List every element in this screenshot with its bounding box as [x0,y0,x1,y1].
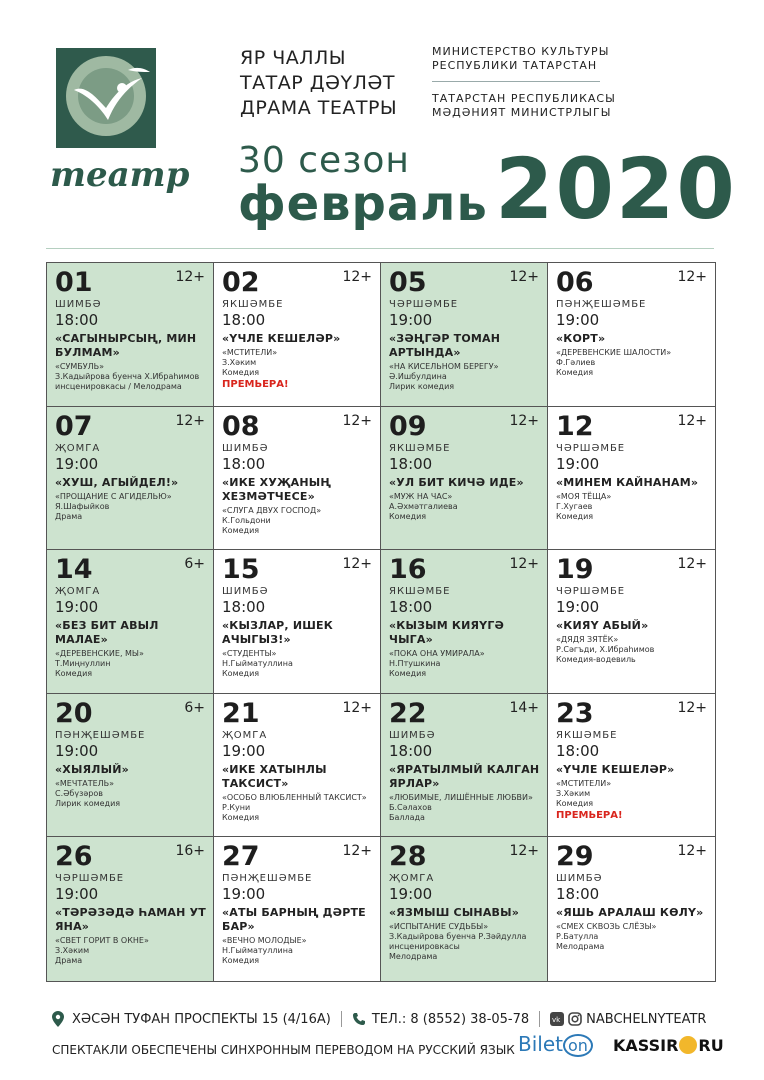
weekday: ЯКШӘМБЕ [556,729,618,741]
age-rating: 12+ [175,412,205,429]
age-rating: 12+ [509,269,539,285]
event-cell[interactable] [47,407,214,551]
event-author: Р.Батулла [556,932,599,942]
event-time: 19:00 [55,454,99,473]
event-cell[interactable] [548,550,715,694]
event-author: Н.Гыйматуллина [222,946,293,956]
event-author: Р.Сәгъди, Х.Ибраһимов [556,645,655,655]
event-author: З.Хәким [556,788,591,798]
kassir-right-text: RU [698,1036,724,1055]
phone-text: ТЕЛ.: 8 (8552) 38-05-78 [371,1011,530,1027]
ministry-ru-line: МИНИСТЕРСТВО КУЛЬТУРЫ [432,45,610,58]
weekday: ШИМБӘ [556,873,603,885]
event-author: З.Хәким [222,358,257,367]
weekday: ҖОМГА [222,729,268,741]
event-title-ru: «ПРОЩАНИЕ С АГИДЕЛЬЮ» [55,491,172,501]
event-date: 16 [389,554,427,586]
weekday: ЧӘРШӘМБЕ [556,442,626,454]
weekday: ШИМБӘ [389,729,436,741]
bileton-on: on [563,1034,593,1057]
event-author: Ф.Гәлиев [556,358,596,367]
address-text: ХӘСӘН ТУФАН ПРОСПЕКТЫ 15 (4/16А) [72,1011,331,1027]
event-date: 08 [222,410,260,442]
theatre-name [240,46,397,121]
age-rating: 12+ [342,556,372,573]
age-rating: 14+ [509,699,539,716]
event-cell[interactable] [214,263,381,407]
age-rating: 12+ [342,699,372,716]
premiere-badge: ПРЕМЬЕРА! [222,379,289,390]
event-time: 18:00 [389,741,433,760]
event-time: 19:00 [55,598,99,617]
event-title: «КИЯҮ АБЫЙ» [556,619,649,633]
event-author: Г.Хугаев [556,501,593,511]
event-cell[interactable] [381,694,548,838]
event-genre: Комедия [222,525,260,535]
event-title: «УЛ БИТ КИЧӘ ИДЕ» [389,475,524,489]
event-date: 22 [389,697,427,729]
event-date: 28 [389,841,427,873]
event-cell[interactable] [381,407,548,551]
event-title: «ИКЕ ХАТЫНЛЫ ТАКСИСТ» [222,762,327,790]
ministry-ru-line: РЕСПУБЛИКИ ТАТАРСТАН [432,59,598,72]
event-cell[interactable] [214,694,381,838]
theatre-logo [56,48,156,148]
event-time: 19:00 [55,885,99,904]
footer-contacts [52,1011,706,1027]
weekday: ҖОМГА [55,442,101,454]
event-genre: Лирик комедия [55,798,121,808]
event-cell[interactable] [381,837,548,981]
smiley-icon [679,1036,697,1054]
ministry-block [432,45,616,120]
event-cell[interactable] [47,263,214,407]
age-rating: 12+ [677,556,707,573]
event-title: «ИКЕ ХУҖАНЫҢ ХЕЗМӘТЧЕСЕ» [222,475,332,503]
premiere-badge: ПРЕМЬЕРА! [556,809,623,821]
weekday: ШИМБӘ [222,442,269,454]
event-date: 14 [55,554,93,586]
ministry-divider [432,81,600,82]
event-title-ru: «ДЕРЕВЕНСКИЕ, МЫ» [55,649,144,659]
event-title: «ҮЧЛЕ КЕШЕЛӘР» [222,332,341,345]
event-time: 19:00 [556,311,600,329]
event-genre: Комедия [556,798,594,808]
bileton-text: Bilet [518,1032,563,1056]
weekday: ШИМБӘ [222,586,269,598]
event-genre: Комедия [389,511,427,521]
event-author: З.Кадыйрова буенча Х.Ибраһимов инсценировкасы / Мелодрама [55,372,200,391]
event-title-ru: «СМЕХ СКВОЗЬ СЛЁЗЫ» [556,922,657,932]
event-title: «ХЫЯЛЫЙ» [55,762,129,776]
event-genre: Комедия [389,669,427,679]
ministry-tt-line: ТАТАРСТАН РЕСПУБЛИКАСЫ [432,92,616,105]
event-cell[interactable] [548,407,715,551]
event-time: 18:00 [556,741,600,760]
theatre-name-line: ДРАМА ТЕАТРЫ [240,97,398,119]
event-author: Н.Птушкина [389,659,441,669]
event-cell[interactable] [47,550,214,694]
weekday: ПӘНҖЕШӘМБЕ [55,729,146,741]
instagram-icon[interactable] [568,1012,582,1026]
event-cell[interactable] [214,407,381,551]
event-author: К.Гольдони [222,515,271,525]
event-title-ru: «МСТИТЕЛИ» [556,778,612,788]
logo-wordmark-text: театр [50,155,190,195]
year-label: 2020 [495,140,737,238]
event-time: 19:00 [222,885,266,904]
age-rating: 12+ [342,269,372,285]
event-cell[interactable] [381,550,548,694]
weekday: ҖОМГА [389,873,435,885]
event-genre: Мелодрама [556,942,605,952]
event-title-ru: «СТУДЕНТЫ» [222,649,277,659]
event-date: 07 [55,410,93,442]
age-rating: 6+ [184,556,205,573]
event-time: 19:00 [55,741,99,760]
event-title: «ҮЧЛЕ КЕШЕЛӘР» [556,762,675,776]
event-genre: Драма [55,511,83,521]
event-genre: Лирик комедия [389,382,455,391]
event-genre: Комедия [222,368,260,377]
event-time: 19:00 [556,598,600,617]
event-date: 20 [55,697,93,729]
event-genre: Комедия [556,368,594,377]
event-date: 23 [556,697,594,729]
event-time: 18:00 [389,598,433,617]
event-title: «КЫЗЫМ КИЯҮГӘ ЧЫГА» [389,619,505,647]
age-rating: 12+ [342,412,372,429]
event-time: 18:00 [389,454,433,473]
weekday: ЧӘРШӘМБЕ [389,299,459,310]
event-title: «ЗӘҢГӘР ТОМАН АРТЫНДА» [389,332,501,359]
event-author: Р.Куни [222,802,251,812]
event-title-ru: «ПОКА ОНА УМИРАЛА» [389,649,485,659]
event-author: З.Кадыйрова буенча Р.Зәйдулла инсценировкасы [389,932,527,952]
social-handle[interactable]: NABCHELNYTEATR [586,1011,707,1027]
event-time: 19:00 [556,454,600,473]
age-rating: 16+ [175,843,205,860]
event-time: 19:00 [222,741,266,760]
age-rating: 12+ [509,556,539,573]
event-author: А.Әхмәтгалиева [389,501,458,511]
event-author: Я.Шафыйков [55,501,110,511]
weekday: ҖОМГА [55,586,101,598]
kassir-logo[interactable] [613,1036,724,1056]
event-title-ru: «ВЕЧНО МОЛОДЫЕ» [222,936,307,946]
event-title: «ЯРАТЫЛМЫЙ КАЛГАН ЯРЛАР» [389,762,540,790]
event-time: 18:00 [55,311,99,329]
schedule-grid [46,262,716,982]
event-cell[interactable] [47,694,214,838]
event-genre: Комедия [556,511,594,521]
event-title: «ЯЗМЫШ СЫНАВЫ» [389,906,520,920]
weekday: ЯКШӘМБЕ [222,299,284,310]
month-label: февраль [238,176,488,232]
event-title-ru: «МСТИТЕЛИ» [222,348,278,357]
event-genre: Комедия [222,812,260,822]
event-cell[interactable] [47,837,214,981]
theatre-name-line: ЯР ЧАЛЛЫ [240,47,347,69]
weekday: ШИМБӘ [55,299,102,310]
event-title: «ТӘРӘЗӘДӘ ҺАМАН УТ ЯНА» [55,906,206,934]
age-rating: 12+ [677,843,707,860]
event-cell[interactable] [548,694,715,838]
weekday: ЧӘРШӘМБЕ [556,586,626,598]
map-pin-icon [52,1011,64,1027]
event-title-ru: «СВЕТ ГОРИТ В ОКНЕ» [55,936,149,946]
event-time: 18:00 [556,885,600,904]
theatre-name-line: ТАТАР ДӘҮЛӘТ [240,72,395,94]
age-rating: 12+ [175,269,205,285]
age-rating: 12+ [342,843,372,860]
event-author: Б.Сәлахов [389,802,432,812]
event-genre: Баллада [389,812,425,822]
vk-icon[interactable] [550,1012,564,1026]
event-genre: Драма [55,956,83,966]
event-author: З.Хәким [55,946,90,956]
weekday: ПӘНҖЕШӘМБЕ [222,873,313,885]
event-title-ru: «СЛУГА ДВУХ ГОСПОД» [222,505,322,515]
event-date: 02 [222,267,260,298]
event-author: Ә.Ишбулдина [389,372,447,381]
event-date: 27 [222,841,260,873]
kassir-left-text: KASSIR [613,1036,679,1055]
ministry-tt-line: МӘДӘНИЯТ МИНИСТРЛЫГЫ [432,106,612,119]
event-cell[interactable] [214,550,381,694]
event-title-ru: «ЛЮБИМЫЕ, ЛИШЁННЫЕ ЛЮБВИ» [389,792,533,802]
event-title: «КОРТ» [556,332,606,345]
event-date: 26 [55,841,93,873]
event-title-ru: «НА КИСЕЛЬНОМ БЕРЕГУ» [389,362,499,371]
event-cell[interactable] [214,837,381,981]
weekday: ПӘНҖЕШӘМБЕ [556,299,647,310]
event-author: Т.Миңнуллин [55,659,111,669]
event-title: «САГЫНЫРСЫҢ, МИН БУЛМАМ» [55,332,197,359]
weekday: ЧӘРШӘМБЕ [55,873,125,885]
event-title: «МИНЕМ КАЙНАНАМ» [556,475,699,489]
weekday: ЯКШӘМБЕ [389,586,451,598]
event-genre: Комедия-водевиль [556,655,636,665]
event-title: «КЫЗЛАР, ИШЕК АЧЫГЫЗ!» [222,619,333,647]
event-title-ru: «МУЖ НА ЧАС» [389,491,453,501]
event-genre: Комедия [222,669,260,679]
event-title-ru: «МОЯ ТЁЩА» [556,491,612,501]
age-rating: 12+ [509,843,539,860]
event-time: 19:00 [389,311,433,329]
weekday: ЯКШӘМБЕ [389,442,451,454]
translation-note: СПЕКТАКЛИ ОБЕСПЕЧЕНЫ СИНХРОННЫМ ПЕРЕВОДОМ НА РУССКИЙ ЯЗЫК [52,1043,515,1057]
age-rating: 12+ [677,412,707,429]
event-title: «ЯШЬ АРАЛАШ КӨЛҮ» [556,906,704,920]
event-date: 09 [389,410,427,442]
season-label: 30 сезон [238,140,410,181]
event-time: 18:00 [222,311,266,329]
event-time: 18:00 [222,454,266,473]
event-title-ru: «ОСОБО ВЛЮБЛЕННЫЙ ТАКСИСТ» [222,792,367,802]
event-genre: Мелодрама [389,952,438,962]
event-genre: Комедия [55,669,93,679]
event-title-ru: «ДЕРЕВЕНСКИЕ ШАЛОСТИ» [556,348,672,357]
event-time: 19:00 [389,885,433,904]
svg-text:vk: vk [552,1016,561,1024]
event-date: 29 [556,841,594,873]
event-author: Н.Гыйматуллина [222,659,293,669]
event-cell[interactable] [548,837,715,981]
phone-icon [352,1012,366,1026]
event-cell[interactable] [381,263,548,407]
event-title-ru: «МЕЧТАТЕЛЬ» [55,778,115,788]
age-rating: 12+ [677,699,707,716]
event-date: 01 [55,267,93,298]
event-date: 12 [556,410,594,442]
event-title-ru: «ДЯДЯ ЗЯТЁК» [556,635,619,645]
age-rating: 6+ [184,699,205,716]
logo-wordmark [48,150,198,200]
event-author: С.Әбүзәров [55,788,103,798]
event-title-ru: «СУМБУЛЬ» [55,362,105,371]
event-date: 05 [389,267,427,298]
event-genre: Комедия [222,956,260,966]
event-title: «ХУШ, АГЫЙДЕЛ!» [55,475,179,489]
bileton-logo[interactable] [518,1032,593,1057]
event-date: 19 [556,554,594,586]
event-title-ru: «ИСПЫТАНИЕ СУДЬБЫ» [389,922,489,932]
age-rating: 12+ [677,269,707,285]
event-title: «АТЫ БАРНЫҢ ДӘРТЕ БАР» [222,906,366,934]
event-time: 18:00 [222,598,266,617]
age-rating: 12+ [509,412,539,429]
event-date: 15 [222,554,260,586]
header-divider [46,248,714,249]
event-cell[interactable] [548,263,715,407]
event-title: «БЕЗ БИТ АВЫЛ МАЛАЕ» [55,619,159,647]
event-date: 06 [556,267,594,298]
event-date: 21 [222,697,260,729]
